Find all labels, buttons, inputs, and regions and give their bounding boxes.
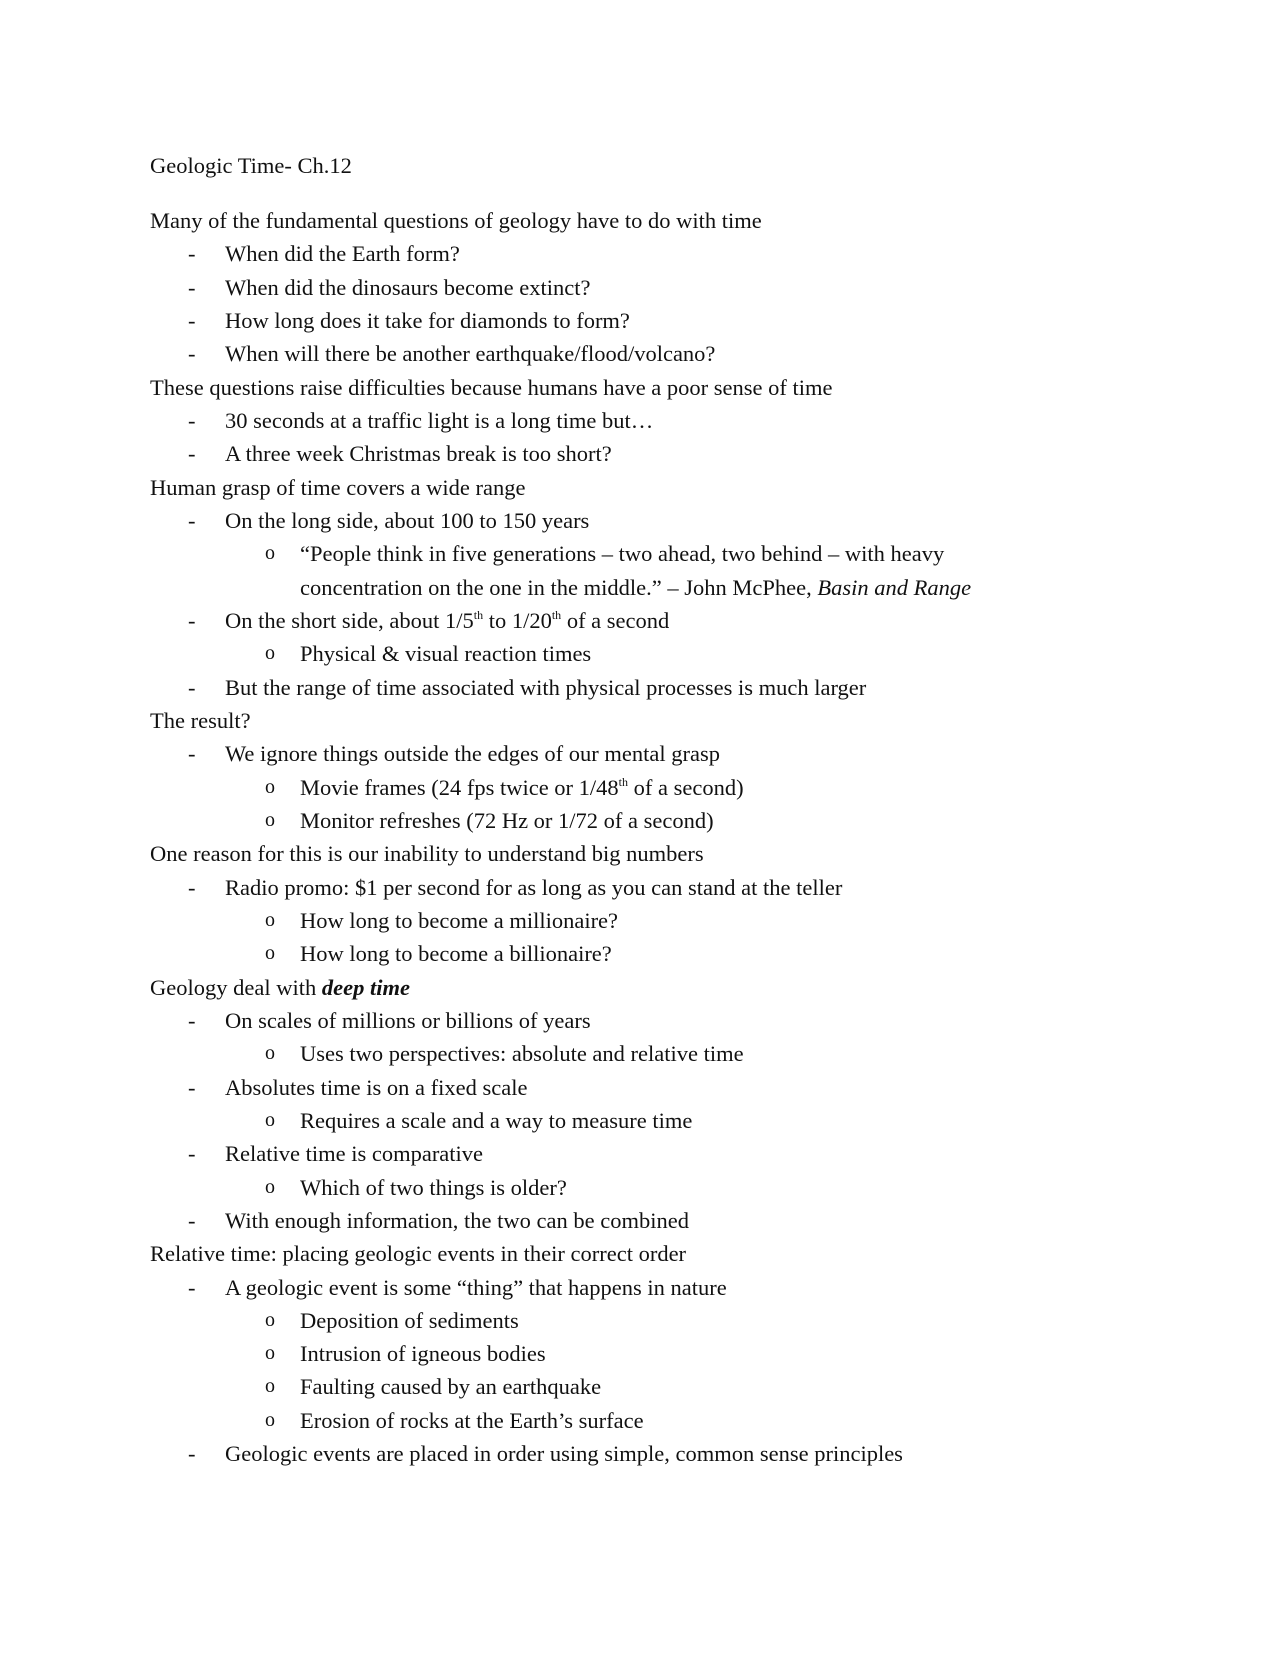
bullet: - A three week Christmas break is too short? (150, 437, 1250, 470)
sub-bullet: o Physical & visual reaction times (150, 637, 1250, 670)
bullet: - When did the dinosaurs become extinct? (150, 271, 1250, 304)
circle-marker: o (265, 1108, 275, 1131)
sub-bullet: o Erosion of rocks at the Earth’s surface (150, 1404, 1250, 1437)
sub-bullet: o Requires a scale and a way to measure time (150, 1104, 1250, 1137)
circle-marker: o (265, 1042, 275, 1065)
sub-bullet: o Uses two perspectives: absolute and relative time (150, 1037, 1250, 1070)
page-title: Geologic Time- Ch.12 (150, 153, 352, 178)
circle-marker: o (265, 1175, 275, 1198)
bullet: - But the range of time associated with physical processes is much larger (150, 671, 1250, 704)
sub-bullet: o “People think in five generations – two ahead, two behind – with heavy (150, 537, 1250, 570)
heading: Relative time: placing geologic events in their correct order (150, 1241, 687, 1267)
dash-marker: - (188, 1141, 196, 1167)
dash-marker: - (188, 307, 196, 333)
dash-marker: - (188, 1207, 196, 1233)
heading: Many of the fundamental questions of geology have to do with time (150, 208, 762, 233)
heading: These questions raise difficulties because humans have a poor sense of time (150, 374, 833, 400)
bullet: - On scales of millions or billions of years (150, 1004, 1250, 1037)
dash-marker: - (188, 1074, 196, 1100)
bullet: - When will there be another earthquake/flood/volcano? (150, 337, 1250, 370)
sub-bullet: o How long to become a billionaire? (150, 937, 1250, 970)
bullet: - With enough information, the two can be combined (150, 1204, 1250, 1237)
emphasis-term: deep time (321, 974, 410, 1000)
circle-marker: o (265, 942, 275, 965)
circle-marker: o (265, 642, 275, 665)
circle-marker: o (265, 775, 275, 798)
dash-marker: - (188, 607, 196, 633)
sub-bullet: o Which of two things is older? (150, 1171, 1250, 1204)
sub-bullet: o Intrusion of igneous bodies (150, 1337, 1250, 1370)
bullet: - Relative time is comparative (150, 1137, 1250, 1170)
heading: One reason for this is our inability to understand big numbers (150, 841, 704, 867)
dash-marker: - (188, 874, 196, 900)
sub-bullet: o Movie frames (24 fps twice or 1/48th of a second) (150, 771, 1250, 804)
bullet: - A geologic event is some “thing” that happens in nature (150, 1271, 1250, 1304)
sub-bullet: o Faulting caused by an earthquake (150, 1370, 1250, 1403)
circle-marker: o (265, 1375, 275, 1398)
dash-marker: - (188, 341, 196, 367)
bullet: - On the short side, about 1/5th to 1/20th of a second (150, 604, 1250, 637)
notes-body (150, 204, 1250, 1470)
dash-marker: - (188, 1274, 196, 1300)
sub-bullet-continuation: concentration on the one in the middle.” – John McPhee, Basin and Range (300, 574, 972, 600)
dash-marker: - (188, 274, 196, 300)
bullet: - Radio promo: $1 per second for as long as you can stand at the teller (150, 871, 1250, 904)
dash-marker: - (188, 241, 196, 267)
sub-bullet: o How long to become a millionaire? (150, 904, 1250, 937)
bullet: - When did the Earth form? (150, 237, 1250, 270)
dash-marker: - (188, 441, 196, 467)
circle-marker: o (265, 1342, 275, 1365)
bullet: - How long does it take for diamonds to form? (150, 304, 1250, 337)
heading: Human grasp of time covers a wide range (150, 474, 526, 500)
bullet: - Geologic events are placed in order using simple, common sense principles (150, 1437, 1250, 1470)
sub-bullet: o Deposition of sediments (150, 1304, 1250, 1337)
bullet: - 30 seconds at a traffic light is a long time but… (150, 404, 1250, 437)
dash-marker: - (188, 507, 196, 533)
sub-bullet: o Monitor refreshes (72 Hz or 1/72 of a second) (150, 804, 1250, 837)
bullet: - Absolutes time is on a fixed scale (150, 1071, 1250, 1104)
circle-marker: o (265, 1408, 275, 1431)
dash-marker: - (188, 407, 196, 433)
dash-marker: - (188, 674, 196, 700)
bullet: - On the long side, about 100 to 150 years (150, 504, 1250, 537)
heading: The result? (150, 707, 251, 733)
dash-marker: - (188, 1441, 196, 1467)
circle-marker: o (265, 542, 275, 565)
bullet: - We ignore things outside the edges of our mental grasp (150, 737, 1250, 770)
circle-marker: o (265, 908, 275, 931)
heading: Geology deal with deep time (150, 974, 410, 1000)
circle-marker: o (265, 1308, 275, 1331)
book-title: Basin and Range (817, 574, 972, 600)
dash-marker: - (188, 741, 196, 767)
circle-marker: o (265, 808, 275, 831)
dash-marker: - (188, 1007, 196, 1033)
